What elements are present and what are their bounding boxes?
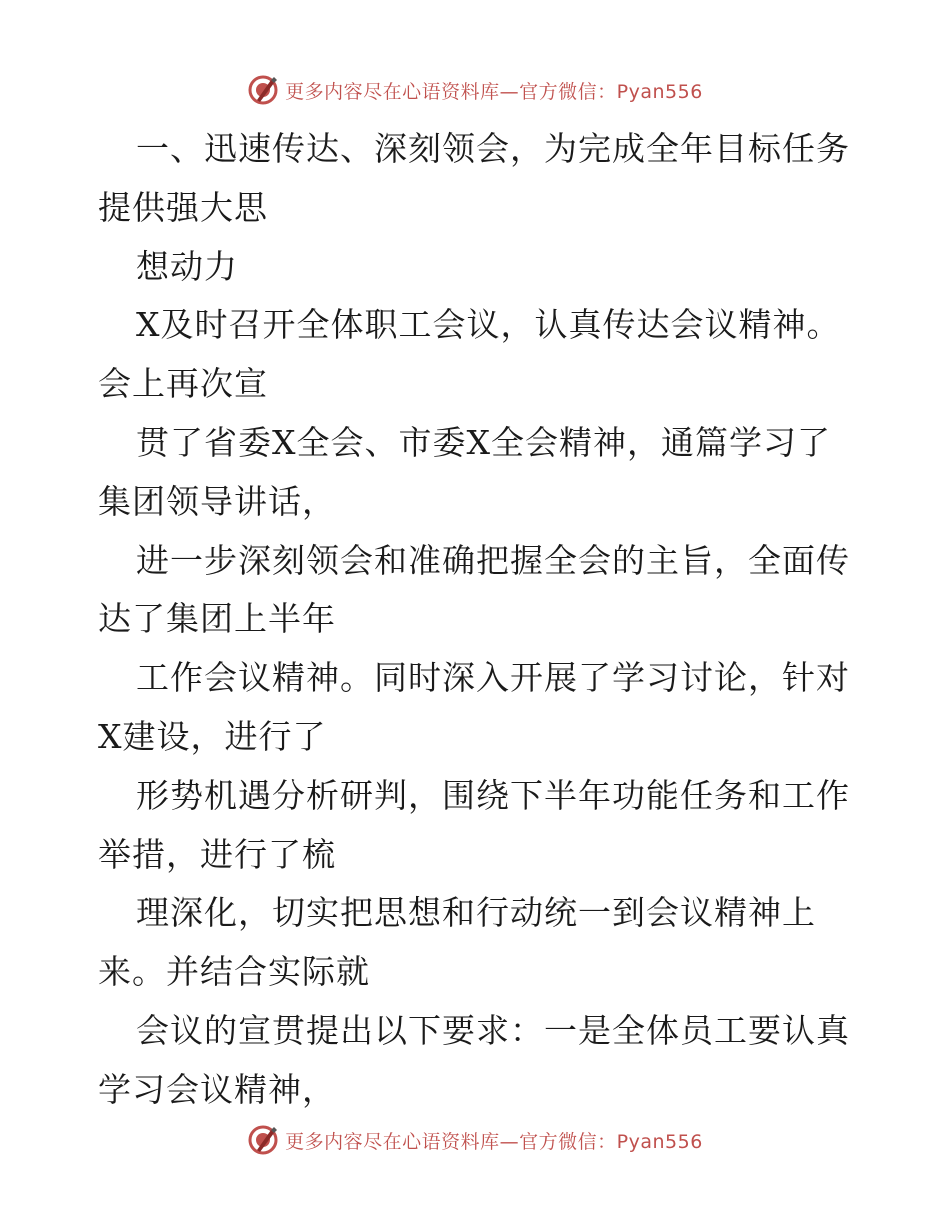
text-line: X及时召开全体职工会议，认真传达会议精神。 bbox=[136, 305, 841, 345]
text-line: 会上再次宣 bbox=[98, 364, 268, 404]
text-line: 会议的宣贯提出以下要求：一是全体员工要认真 bbox=[136, 1010, 850, 1050]
header-watermark bbox=[0, 70, 950, 110]
text-line: 贯了省委X全会、市委X全会精神，通篇学习了 bbox=[136, 422, 831, 462]
pen-seal-icon bbox=[247, 1124, 279, 1156]
text-line: 想动力 bbox=[136, 246, 238, 286]
text-line: X建设，进行了 bbox=[98, 716, 327, 756]
text-line: 工作会议精神。同时深入开展了学习讨论，针对 bbox=[136, 658, 850, 698]
text-line: 来。并结合实际就 bbox=[98, 952, 370, 992]
watermark-text: 更多内容尽在心语资料库—官方微信：Pyan556 bbox=[285, 80, 703, 103]
document-body bbox=[98, 120, 858, 1120]
text-line: 集团领导讲话， bbox=[98, 481, 336, 521]
watermark-text: 更多内容尽在心语资料库—官方微信：Pyan556 bbox=[285, 1130, 703, 1153]
pen-seal-icon bbox=[247, 74, 279, 106]
text-line: 形势机遇分析研判，围绕下半年功能任务和工作 bbox=[136, 775, 850, 815]
text-line: 举措，进行了梳 bbox=[98, 834, 336, 874]
footer-watermark bbox=[0, 1120, 950, 1160]
text-line: 达了集团上半年 bbox=[98, 599, 336, 639]
text-line: 一、迅速传达、深刻领会，为完成全年目标任务 bbox=[136, 129, 850, 168]
text-line: 提供强大思 bbox=[98, 187, 268, 227]
text-line: 理深化，切实把思想和行动统一到会议精神上 bbox=[136, 893, 816, 933]
text-line: 进一步深刻领会和准确把握全会的主旨，全面传 bbox=[136, 540, 850, 580]
text-line: 学习会议精神， bbox=[98, 1069, 336, 1109]
